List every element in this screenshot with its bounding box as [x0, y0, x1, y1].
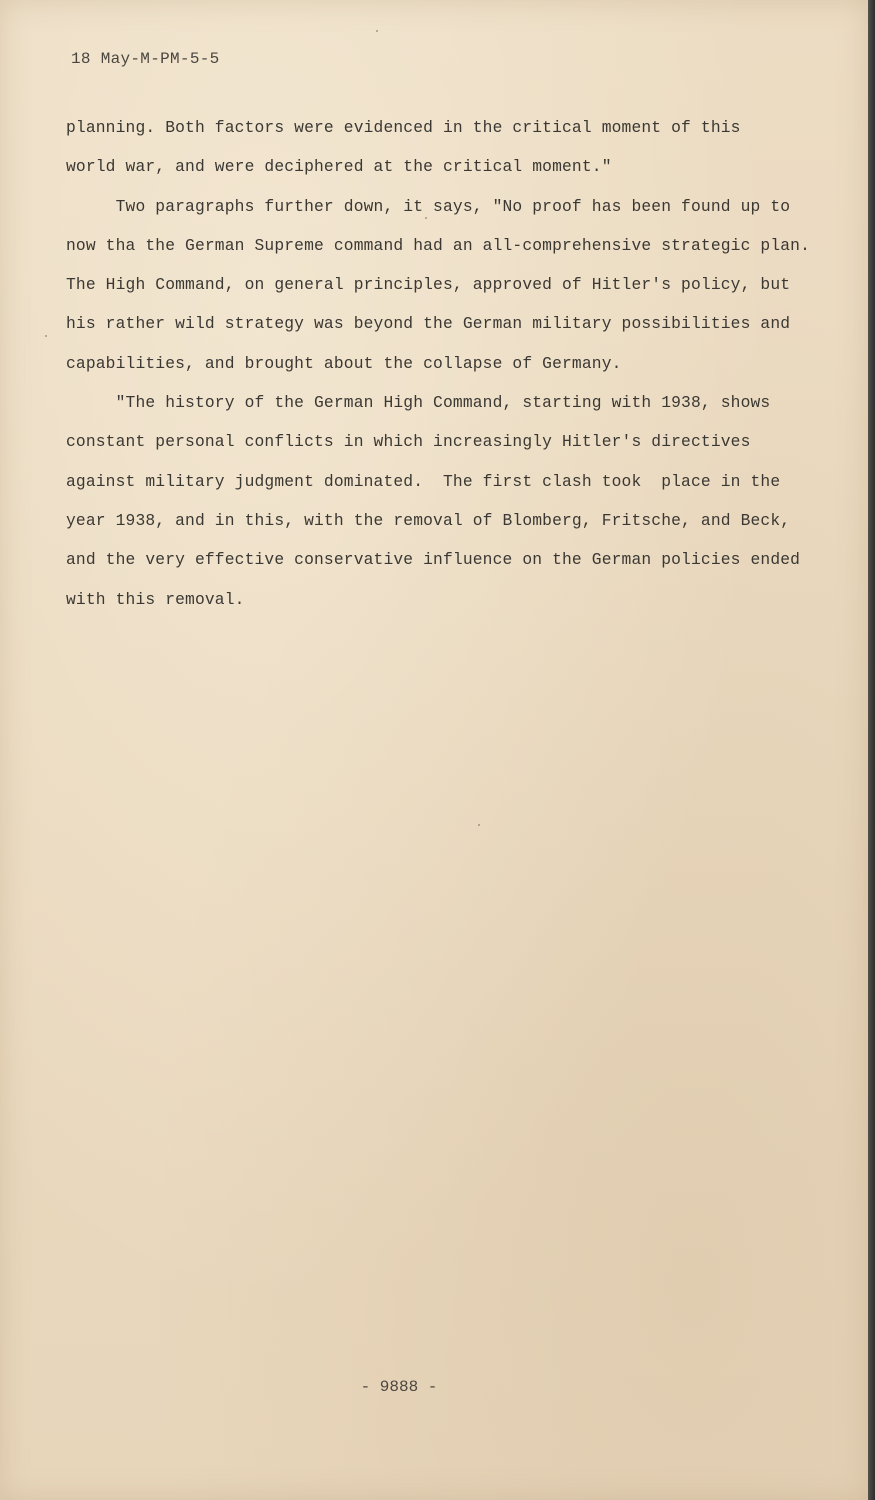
text-line: and the very effective conservative influence on the German policies ended [66, 550, 801, 570]
text-line: against military judgment dominated. The first clash took place in the [66, 471, 781, 491]
text-line: Two paragraphs further down, it says, "No proof has been found up to [66, 196, 791, 216]
paper-speck [425, 217, 427, 219]
text-line: year 1938, and in this, with the removal of Blomberg, Fritsche, and Beck, [66, 510, 791, 530]
text-line: with this removal. [66, 589, 245, 609]
paper-speck [45, 335, 47, 337]
text-line: his rather wild strategy was beyond the German military possibilities and [66, 314, 791, 334]
paper-speck [478, 824, 480, 826]
text-line: capabilities, and brought about the collapse of Germany. [66, 353, 622, 373]
text-line: world war, and were deciphered at the critical moment." [66, 157, 612, 177]
paper-speck [376, 30, 378, 32]
page-number-footer [0, 1378, 868, 1396]
page-reference: 18 May-M-PM-5-5 [71, 50, 220, 68]
text-line: "The history of the German High Command, starting with 1938, shows [66, 393, 771, 413]
text-line: planning. Both factors were evidenced in the critical moment of this [66, 118, 741, 137]
scan-edge [868, 0, 875, 1500]
text-line: The High Command, on general principles, approved of Hitler's policy, but [66, 275, 791, 295]
text-line: now tha the German Supreme command had an all-comprehensive strategic plan. [66, 235, 811, 255]
text-line: constant personal conflicts in which increasingly Hitler's directives [66, 432, 751, 452]
transcript-body [66, 108, 811, 619]
page-number: - 9888 - [360, 1378, 438, 1396]
